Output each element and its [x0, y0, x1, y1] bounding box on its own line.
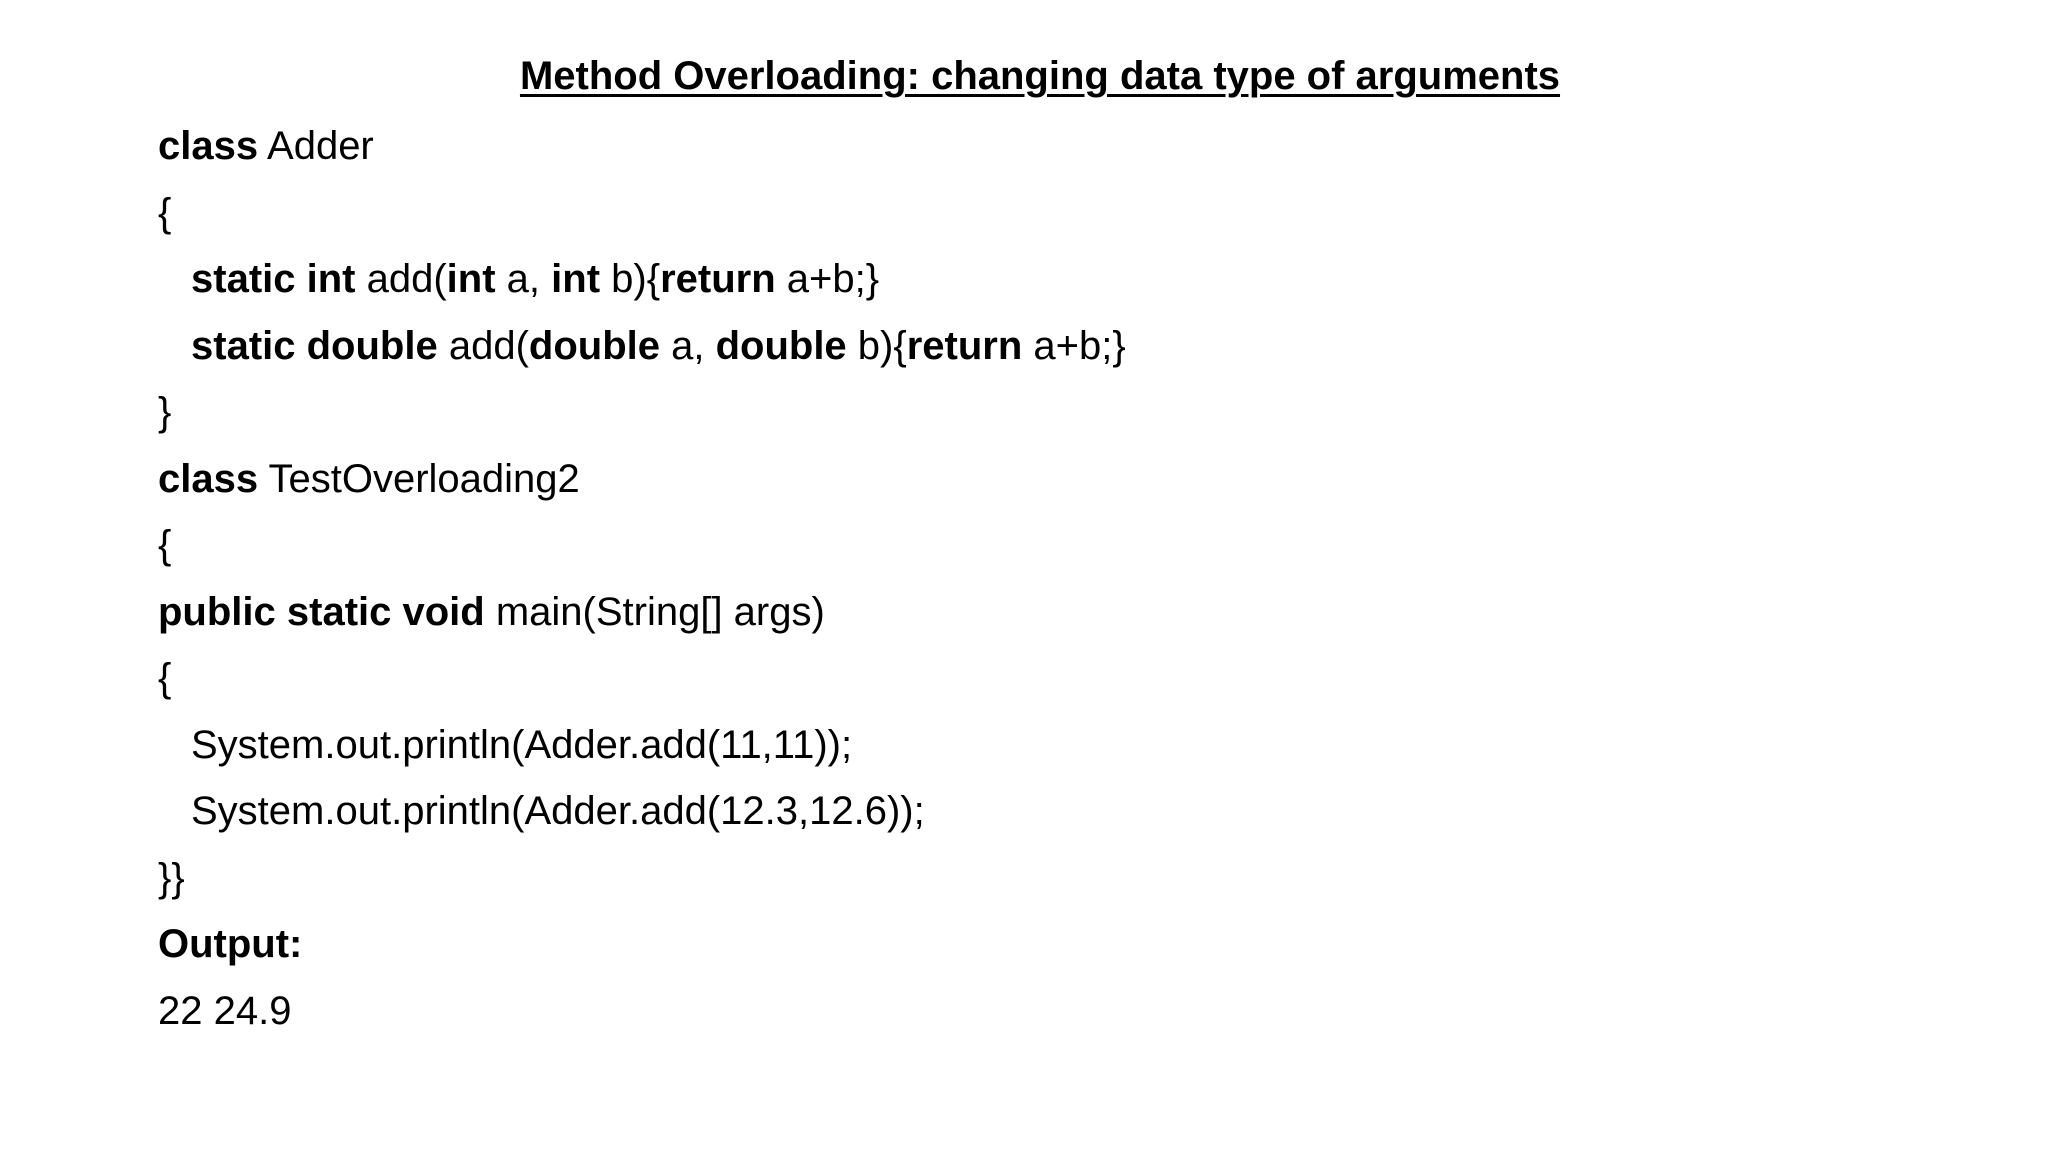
code-text: main(String[] args)	[484, 589, 825, 634]
code-keyword: static	[191, 257, 296, 301]
code-text: a+b;}	[1022, 323, 1126, 368]
code-line	[158, 313, 1126, 380]
code-line	[158, 845, 1126, 912]
code-keyword: double	[528, 323, 660, 368]
code-text: a,	[659, 323, 716, 368]
code-text: b){	[846, 323, 907, 368]
code-keyword: static	[191, 323, 296, 368]
code-text: }	[158, 390, 172, 434]
code-keyword: class	[158, 124, 259, 168]
code-keyword: return	[906, 323, 1023, 368]
code-text: b){	[600, 257, 661, 301]
code-text: a+b;}	[775, 257, 880, 301]
slide-title: Method Overloading: changing data type of arguments	[519, 54, 1561, 98]
code-text: {	[158, 656, 172, 700]
code-text: }}	[158, 855, 185, 900]
code-text: add(	[437, 323, 529, 368]
code-keyword: int	[551, 257, 601, 301]
code-line	[158, 113, 1126, 180]
code-line	[158, 446, 1126, 513]
code-line	[158, 645, 1126, 712]
code-keyword: int	[306, 257, 356, 301]
code-keyword: double	[306, 323, 438, 368]
code-line	[158, 712, 1126, 779]
code-keyword: Output:	[158, 922, 303, 966]
code-line	[158, 978, 1126, 1045]
code-line	[158, 246, 1126, 313]
code-line	[158, 579, 1126, 646]
code-line	[158, 911, 1126, 978]
code-text: {	[158, 190, 172, 235]
code-text	[296, 257, 307, 301]
code-text: add(	[355, 257, 447, 301]
code-line	[158, 778, 1126, 845]
code-keyword: class	[158, 456, 259, 501]
code-text: TestOverloading2	[258, 456, 580, 501]
code-keyword: public static void	[158, 589, 485, 634]
code-text	[296, 324, 307, 368]
code-line	[158, 512, 1126, 579]
code-text: System.out.println(Adder.add(11,11));	[191, 722, 853, 767]
code-text: 22 24.9	[158, 988, 292, 1033]
code-block	[158, 113, 1126, 1044]
code-text: a,	[495, 257, 552, 301]
code-text: System.out.println(Adder.add(12.3,12.6));	[191, 789, 925, 833]
code-line	[158, 379, 1126, 446]
code-keyword: double	[715, 323, 847, 368]
code-line	[158, 180, 1126, 247]
code-text: Adder	[258, 124, 374, 168]
code-keyword: int	[446, 257, 496, 301]
code-keyword: return	[660, 257, 776, 301]
code-text: {	[158, 523, 172, 567]
